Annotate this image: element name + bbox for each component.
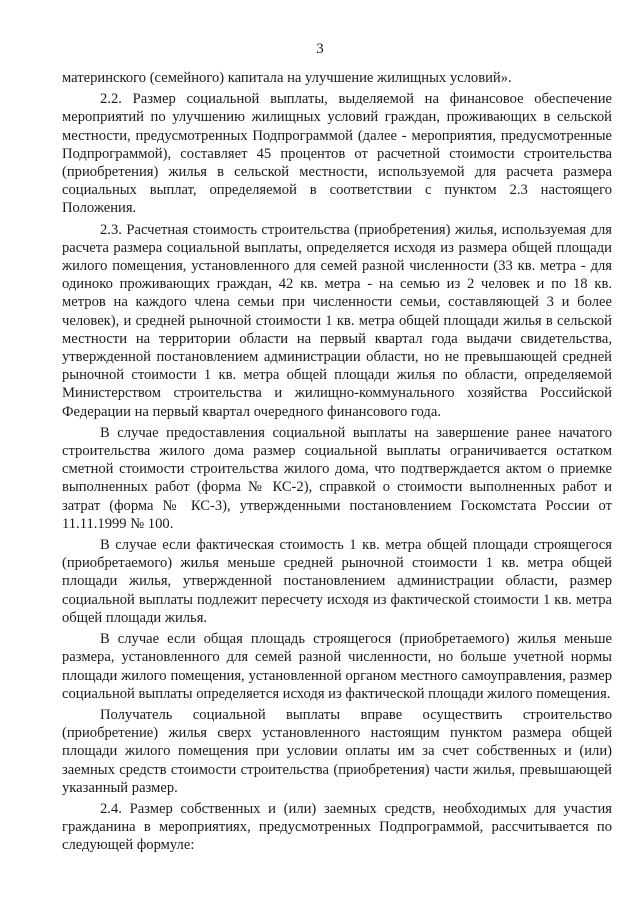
paragraph: 2.2. Размер социальной выплаты, выделяемой на финансовое обеспечение мероприятий по улучшению жилищных условий граждан, проживающих в сельской местности, предусмотренных Подпрограммой (далее - мероприятия, предусмотренные Подпрограммой), составляет 45 процентов от расчетной стоимости строительства (приобретения) жилья в сельской местности, используемой для расчета размера социальных выплат, определяемой в соответствии с пунктом 2.3 настоящего Положения. (62, 91, 612, 217)
paragraph: материнского (семейного) капитала на улучшение жилищных условий». (62, 70, 512, 86)
paragraph: В случае предоставления социальной выплаты на завершение ранее начатого строительства жилого дома размер социальной выплаты ограничивается остатком сметной стоимости строительства жилого дома, что подтверждается актом о приемке выполненных работ (форма № КС-2), справкой о стоимости выполненных работ и затрат (форма № КС-3), утвержденными постановлением Госкомстата России от 11.11.1999 № 100. (62, 424, 612, 532)
paragraph: В случае если фактическая стоимость 1 кв. метра общей площади строящегося (приобретаемого) жилья меньше средней рыночной стоимости 1 кв. метра общей площади жилья, утвержденной постановлением администрации области, размер социальной выплаты подлежит пересчету исходя из фактической стоимости 1 кв. метра общей площади жилья. (62, 537, 612, 626)
paragraph: 2.3. Расчетная стоимость строительства (приобретения) жилья, используемая для расчета размера социальной выплаты, определяется исходя из размера общей площади жилого помещения, установленного для семей разной численности (33 кв. метра - для одиноко проживающих граждан, 42 кв. метра - на семью из 2 человек и по 18 кв. метров на каждого члена семьи при численности семьи, составляющей 3 и более человек), и средней рыночной стоимости 1 кв. метра общей площади жилья в сельской местности на территории области на первый квартал года выдачи свидетельства, утвержденной постановлением администрации области, но не превышающей средней рыночной стоимости 1 кв. метра общей площади жилья по области, определяемой Министерством строительства и жилищно-коммунального хозяйства Российской Федерации на первый квартал очередного финансового года. (62, 221, 612, 420)
paragraph: 2.4. Размер собственных и (или) заемных средств, необходимых для участия гражданина в мероприятиях, предусмотренных Подпрограммой, рассчитывается по следующей формуле: (62, 800, 612, 854)
page-number: 3 (316, 41, 324, 57)
paragraph: Получатель социальной выплаты вправе осуществить строительство (приобретение) жилья сверх установленного настоящим пунктом размера общей площади жилого помещения при условии оплаты им за счет собственных и (или) заемных средств стоимости строительства (приобретения) части жилья, превышающей указанный размер. (62, 706, 612, 796)
document-body (62, 69, 612, 858)
paragraph: В случае если общая площадь строящегося (приобретаемого) жилья меньше размера, установленного для семей разной численности, но больше учетной нормы площади жилого помещения, установленной органом местного самоуправления, размер социальной выплаты определяется исходя из фактической площади жилого помещения. (62, 631, 612, 702)
